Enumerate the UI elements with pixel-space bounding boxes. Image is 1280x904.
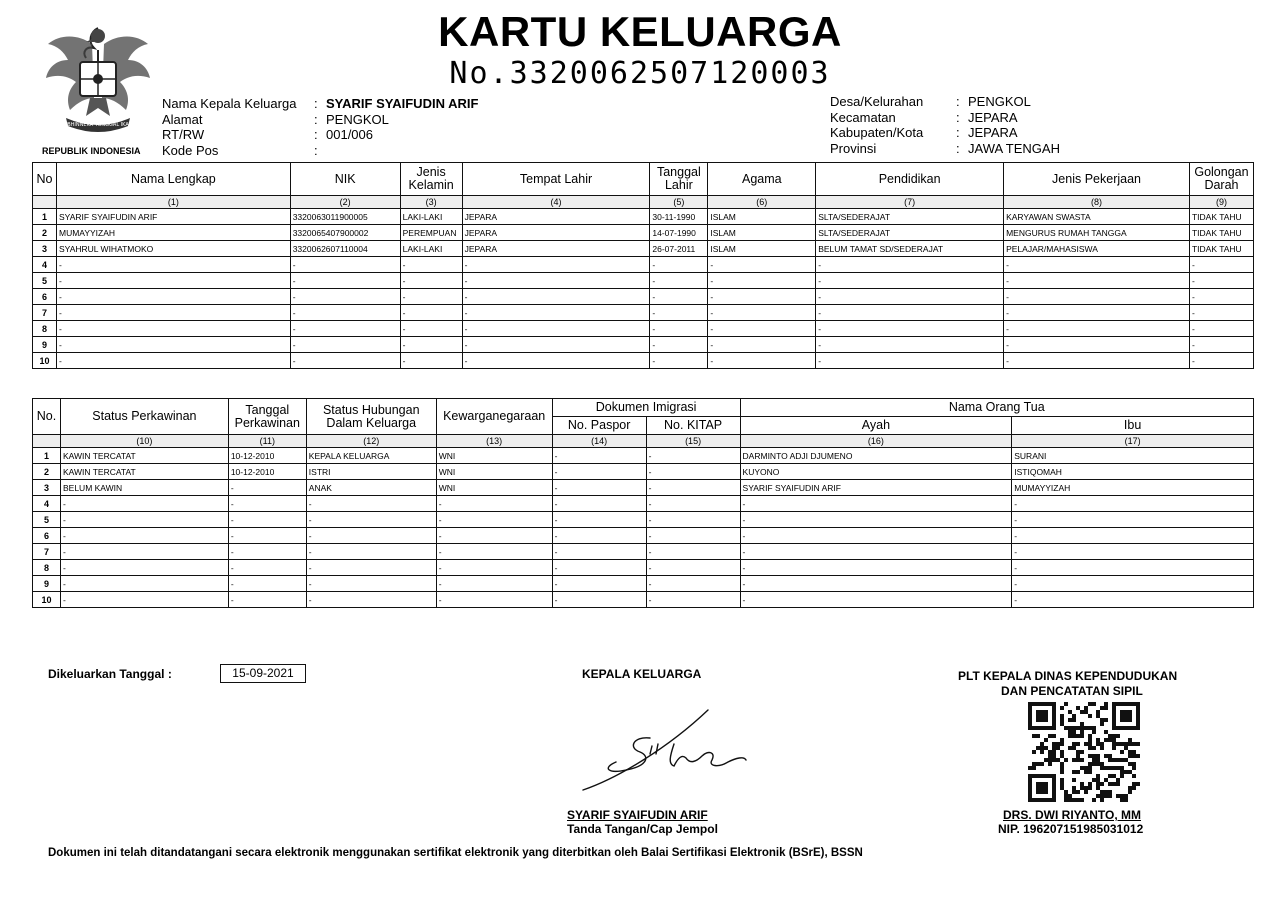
table-cell: - [60, 528, 228, 544]
table-cell: 10-12-2010 [228, 448, 306, 464]
table-cell: KAWIN TERCATAT [60, 448, 228, 464]
table-cell: - [552, 512, 646, 528]
table-cell: PEREMPUAN [400, 225, 462, 241]
table-row [33, 321, 1254, 337]
table-cell: - [1012, 592, 1254, 608]
table-cell: - [400, 273, 462, 289]
table-cell: - [228, 576, 306, 592]
document-number: No.3320062507120003 [449, 56, 831, 91]
table-cell: SYAHRUL WIHATMOKO [56, 241, 290, 257]
region-info: Desa/Kelurahan : PENGKOL Kecamatan : JEPARA Kabupaten/Kota : JEPARA Provinsi : JAWA TENGAH [830, 94, 1060, 156]
table-cell: - [646, 496, 740, 512]
table-cell: - [740, 560, 1012, 576]
table-cell: WNI [436, 464, 552, 480]
table-cell: - [60, 496, 228, 512]
table-cell: TIDAK TAHU [1189, 225, 1253, 241]
rtrw-value: 001/006 [326, 127, 373, 142]
table1-column-numbers [33, 196, 1254, 209]
table-row [33, 448, 1254, 464]
official-title-2: DAN PENCATATAN SIPIL [1001, 684, 1143, 698]
table-cell: - [816, 353, 1004, 369]
table-cell: MUMAYYIZAH [1012, 480, 1254, 496]
head-signature-title: KEPALA KELUARGA [582, 667, 702, 681]
official-nip: NIP. 196207151985031012 [998, 822, 1144, 836]
table-row [33, 512, 1254, 528]
table-cell: - [436, 528, 552, 544]
table-cell: - [646, 464, 740, 480]
table-cell: - [290, 337, 400, 353]
table-cell: - [708, 337, 816, 353]
table-cell: - [290, 273, 400, 289]
table-cell: ANAK [306, 480, 436, 496]
official-title-1: PLT KEPALA DINAS KEPENDUDUKAN [958, 669, 1178, 683]
row-number: 1 [33, 448, 61, 464]
table-cell: SYARIF SYAIFUDIN ARIF [740, 480, 1012, 496]
family-status-table [32, 398, 1254, 608]
table-cell: - [462, 353, 650, 369]
th2-no-kitap: No. KITAP [646, 417, 740, 435]
regency-value: JEPARA [968, 125, 1018, 140]
table-cell: - [60, 544, 228, 560]
table-cell: WNI [436, 448, 552, 464]
table-cell: - [1189, 337, 1253, 353]
table-cell: - [306, 496, 436, 512]
qr-code-icon [1028, 702, 1140, 802]
table-cell: - [1012, 560, 1254, 576]
head-caption: Tanda Tangan/Cap Jempol [567, 822, 718, 836]
table-cell: - [708, 289, 816, 305]
column-number [33, 435, 61, 448]
table-cell: - [228, 496, 306, 512]
table-cell: - [708, 353, 816, 369]
table-cell: MUMAYYIZAH [56, 225, 290, 241]
table-cell: - [1004, 353, 1190, 369]
th-tempat-lahir: Tempat Lahir [462, 163, 650, 196]
row-number: 9 [33, 576, 61, 592]
row-number: 3 [33, 241, 57, 257]
table-cell: - [1012, 576, 1254, 592]
table-cell: - [56, 321, 290, 337]
row-number: 5 [33, 273, 57, 289]
table-cell: - [290, 305, 400, 321]
table-cell: - [552, 576, 646, 592]
table-cell: KEPALA KELUARGA [306, 448, 436, 464]
table-row [33, 496, 1254, 512]
table-row [33, 241, 1254, 257]
table-cell: SLTA/SEDERAJAT [816, 225, 1004, 241]
table-cell: - [462, 305, 650, 321]
table-cell: 14-07-1990 [650, 225, 708, 241]
district-value: JEPARA [968, 109, 1018, 125]
table-cell: - [228, 480, 306, 496]
table-cell: - [1004, 337, 1190, 353]
table-row [33, 209, 1254, 225]
table-cell: DARMINTO ADJI DJUMENO [740, 448, 1012, 464]
table-cell: - [646, 576, 740, 592]
table-cell: - [552, 528, 646, 544]
column-number: (4) [462, 196, 650, 209]
th2-no: No. [33, 399, 61, 435]
column-number: (16) [740, 435, 1012, 448]
th2-nama-orang-tua: Nama Orang Tua [740, 399, 1253, 417]
table-cell: 30-11-1990 [650, 209, 708, 225]
table-cell: - [1004, 273, 1190, 289]
table-cell: - [400, 353, 462, 369]
table-cell: - [650, 353, 708, 369]
table-cell: - [1189, 289, 1253, 305]
column-number: (17) [1012, 435, 1254, 448]
table-cell: - [816, 337, 1004, 353]
province-value: JAWA TENGAH [968, 140, 1060, 156]
family-head-info: Nama Kepala Keluarga : SYARIF SYAIFUDIN ARIF Alamat : PENGKOL RT/RW : 001/006 Kode Pos : [162, 96, 479, 158]
republik-label: REPUBLIK INDONESIA [42, 146, 141, 156]
row-number: 1 [33, 209, 57, 225]
table-cell: - [646, 512, 740, 528]
table-cell: - [646, 448, 740, 464]
table-cell: ISLAM [708, 241, 816, 257]
village-value: PENGKOL [968, 94, 1031, 109]
table-cell: - [650, 305, 708, 321]
table-cell: - [1189, 353, 1253, 369]
th-golongan-darah: Golongan Darah [1189, 163, 1253, 196]
th-tanggal-lahir: Tanggal Lahir [650, 163, 708, 196]
table-cell: KAWIN TERCATAT [60, 464, 228, 480]
table-row [33, 305, 1254, 321]
table-cell: - [228, 592, 306, 608]
table-cell: - [650, 289, 708, 305]
table-cell: - [1012, 512, 1254, 528]
table-cell: ISLAM [708, 225, 816, 241]
table-cell: - [646, 480, 740, 496]
row-number: 8 [33, 321, 57, 337]
column-number: (12) [306, 435, 436, 448]
row-number: 3 [33, 480, 61, 496]
table-row [33, 225, 1254, 241]
table-cell: - [400, 321, 462, 337]
table-cell: - [228, 512, 306, 528]
family-members-table [32, 162, 1254, 369]
table-cell: LAKI-LAKI [400, 241, 462, 257]
table-cell: - [1012, 544, 1254, 560]
column-number: (5) [650, 196, 708, 209]
table-cell: WNI [436, 480, 552, 496]
table-row [33, 576, 1254, 592]
table-cell: - [436, 512, 552, 528]
row-number: 2 [33, 225, 57, 241]
th2-status-hubungan: Status Hubungan Dalam Keluarga [306, 399, 436, 435]
table-cell: - [436, 576, 552, 592]
table-cell: - [1004, 321, 1190, 337]
table-cell: SYARIF SYAIFUDIN ARIF [56, 209, 290, 225]
th2-ibu: Ibu [1012, 417, 1254, 435]
th-nik: NIK [290, 163, 400, 196]
table-cell: - [306, 560, 436, 576]
table-row [33, 353, 1254, 369]
table-cell: TIDAK TAHU [1189, 241, 1253, 257]
table-cell: - [552, 464, 646, 480]
table-cell: - [462, 289, 650, 305]
table-cell: - [56, 353, 290, 369]
table-cell: 26-07-2011 [650, 241, 708, 257]
table-cell: - [740, 512, 1012, 528]
table-cell: - [56, 305, 290, 321]
table-cell: JEPARA [462, 209, 650, 225]
table-row [33, 257, 1254, 273]
digital-signature-note: Dokumen ini telah ditandatangani secara elektronik menggunakan sertifikat elektronik yang diterbitkan oleh Balai Sertifikasi Elektronik (BSrE), BSSN [48, 847, 863, 859]
table-cell: - [290, 321, 400, 337]
table-row [33, 560, 1254, 576]
table-cell: - [56, 337, 290, 353]
table-cell: - [290, 353, 400, 369]
row-number: 8 [33, 560, 61, 576]
column-number: (2) [290, 196, 400, 209]
table-cell: - [400, 257, 462, 273]
th-jenis-kelamin: Jenis Kelamin [400, 163, 462, 196]
table-cell: - [740, 576, 1012, 592]
table-cell: - [60, 592, 228, 608]
table-cell: - [1004, 305, 1190, 321]
table-cell: - [1004, 257, 1190, 273]
table-cell: - [740, 544, 1012, 560]
table-cell: ISTRI [306, 464, 436, 480]
svg-text:BHINNEKA TUNGGAL IKA: BHINNEKA TUNGGAL IKA [67, 122, 129, 128]
row-number: 7 [33, 305, 57, 321]
garuda-emblem-icon [38, 20, 158, 140]
th-nama-lengkap: Nama Lengkap [56, 163, 290, 196]
table-cell: - [708, 257, 816, 273]
table-cell: TIDAK TAHU [1189, 209, 1253, 225]
table-row [33, 337, 1254, 353]
row-number: 6 [33, 289, 57, 305]
row-number: 5 [33, 512, 61, 528]
table-cell: - [56, 289, 290, 305]
table-cell: - [646, 592, 740, 608]
row-number: 10 [33, 353, 57, 369]
issued-label: Dikeluarkan Tanggal : [48, 667, 172, 681]
column-number [33, 196, 57, 209]
column-number: (6) [708, 196, 816, 209]
table-cell: BELUM TAMAT SD/SEDERAJAT [816, 241, 1004, 257]
table-cell: 3320063011900005 [290, 209, 400, 225]
address-value: PENGKOL [326, 111, 389, 127]
th-pendidikan: Pendidikan [816, 163, 1004, 196]
table-cell: - [436, 560, 552, 576]
table-cell: - [400, 305, 462, 321]
document-title: KARTU KELUARGA [438, 8, 842, 55]
table-cell: - [306, 544, 436, 560]
head-name: SYARIF SYAIFUDIN ARIF [567, 808, 708, 822]
table-cell: - [306, 592, 436, 608]
row-number: 9 [33, 337, 57, 353]
table-cell: - [650, 337, 708, 353]
handwritten-signature-icon [578, 708, 748, 798]
table-cell: - [462, 321, 650, 337]
table-cell: MENGURUS RUMAH TANGGA [1004, 225, 1190, 241]
table-cell: JEPARA [462, 241, 650, 257]
table2-column-numbers [33, 435, 1254, 448]
table-cell: - [228, 528, 306, 544]
column-number: (10) [60, 435, 228, 448]
table-cell: - [740, 496, 1012, 512]
table-cell: - [1189, 273, 1253, 289]
th2-dokumen-imigrasi: Dokumen Imigrasi [552, 399, 740, 417]
table-cell: - [816, 289, 1004, 305]
table-cell: - [1189, 257, 1253, 273]
official-name: DRS. DWI RIYANTO, MM [1003, 808, 1142, 822]
table-cell: - [816, 273, 1004, 289]
table-cell: - [290, 257, 400, 273]
column-number: (3) [400, 196, 462, 209]
th2-tanggal-perkawinan: Tanggal Perkawinan [228, 399, 306, 435]
table-cell: - [306, 528, 436, 544]
table-cell: - [650, 321, 708, 337]
table-cell: - [650, 257, 708, 273]
table-cell: 10-12-2010 [228, 464, 306, 480]
table-cell: - [552, 448, 646, 464]
table-cell: - [56, 257, 290, 273]
table-cell: - [306, 512, 436, 528]
table-cell: - [708, 305, 816, 321]
table-cell: - [816, 321, 1004, 337]
table-cell: - [646, 560, 740, 576]
row-number: 4 [33, 257, 57, 273]
table-cell: - [552, 480, 646, 496]
th-agama: Agama [708, 163, 816, 196]
column-number: (1) [56, 196, 290, 209]
row-number: 6 [33, 528, 61, 544]
column-number: (14) [552, 435, 646, 448]
table-cell: - [1004, 289, 1190, 305]
th-no: No [33, 163, 57, 196]
table-row [33, 289, 1254, 305]
table-cell: JEPARA [462, 225, 650, 241]
table-cell: - [462, 273, 650, 289]
table-cell: BELUM KAWIN [60, 480, 228, 496]
table-row [33, 273, 1254, 289]
table-cell: - [436, 544, 552, 560]
table-cell: - [708, 321, 816, 337]
th2-status-perkawinan: Status Perkawinan [60, 399, 228, 435]
table-cell: 3320062607110004 [290, 241, 400, 257]
table-cell: LAKI-LAKI [400, 209, 462, 225]
table-cell: - [228, 560, 306, 576]
table-cell: ISTIQOMAH [1012, 464, 1254, 480]
table-cell: - [646, 528, 740, 544]
table-cell: - [436, 496, 552, 512]
table-row [33, 528, 1254, 544]
table-cell: - [306, 576, 436, 592]
table-cell: - [400, 337, 462, 353]
column-number: (13) [436, 435, 552, 448]
row-number: 2 [33, 464, 61, 480]
table-cell: - [650, 273, 708, 289]
column-number: (15) [646, 435, 740, 448]
th2-kewarganegaraan: Kewarganegaraan [436, 399, 552, 435]
table-cell: - [462, 337, 650, 353]
table-cell: - [1012, 496, 1254, 512]
th-jenis-pekerjaan: Jenis Pekerjaan [1004, 163, 1190, 196]
table-cell: - [462, 257, 650, 273]
row-number: 7 [33, 544, 61, 560]
table-cell: SLTA/SEDERAJAT [816, 209, 1004, 225]
column-number: (8) [1004, 196, 1190, 209]
table-cell: - [400, 289, 462, 305]
column-number: (11) [228, 435, 306, 448]
row-number: 4 [33, 496, 61, 512]
table-cell: - [740, 592, 1012, 608]
table-cell: - [60, 560, 228, 576]
table-row [33, 592, 1254, 608]
column-number: (9) [1189, 196, 1253, 209]
table-row [33, 480, 1254, 496]
issued-date: 15-09-2021 [220, 664, 306, 683]
th2-ayah: Ayah [740, 417, 1012, 435]
table-cell: - [60, 576, 228, 592]
table-cell: - [1189, 321, 1253, 337]
table-cell: - [552, 560, 646, 576]
table-cell: - [436, 592, 552, 608]
row-number: 10 [33, 592, 61, 608]
table-cell: - [646, 544, 740, 560]
table-cell: - [552, 592, 646, 608]
column-number: (7) [816, 196, 1004, 209]
table-cell: 3320065407900002 [290, 225, 400, 241]
table-cell: - [228, 544, 306, 560]
family-head-name: SYARIF SYAIFUDIN ARIF [326, 96, 479, 111]
table-cell: - [708, 273, 816, 289]
table-cell: - [1012, 528, 1254, 544]
table-cell: ISLAM [708, 209, 816, 225]
table-cell: - [740, 528, 1012, 544]
th2-no-paspor: No. Paspor [552, 417, 646, 435]
table-cell: - [816, 257, 1004, 273]
table-cell: - [60, 512, 228, 528]
table-cell: - [1189, 305, 1253, 321]
table-row [33, 544, 1254, 560]
table-cell: - [552, 496, 646, 512]
table-cell: KUYONO [740, 464, 1012, 480]
table-cell: - [552, 544, 646, 560]
table-cell: - [56, 273, 290, 289]
table-cell: SURANI [1012, 448, 1254, 464]
table-cell: - [816, 305, 1004, 321]
table-row [33, 464, 1254, 480]
table-cell: - [290, 289, 400, 305]
table-cell: KARYAWAN SWASTA [1004, 209, 1190, 225]
table-cell: PELAJAR/MAHASISWA [1004, 241, 1190, 257]
